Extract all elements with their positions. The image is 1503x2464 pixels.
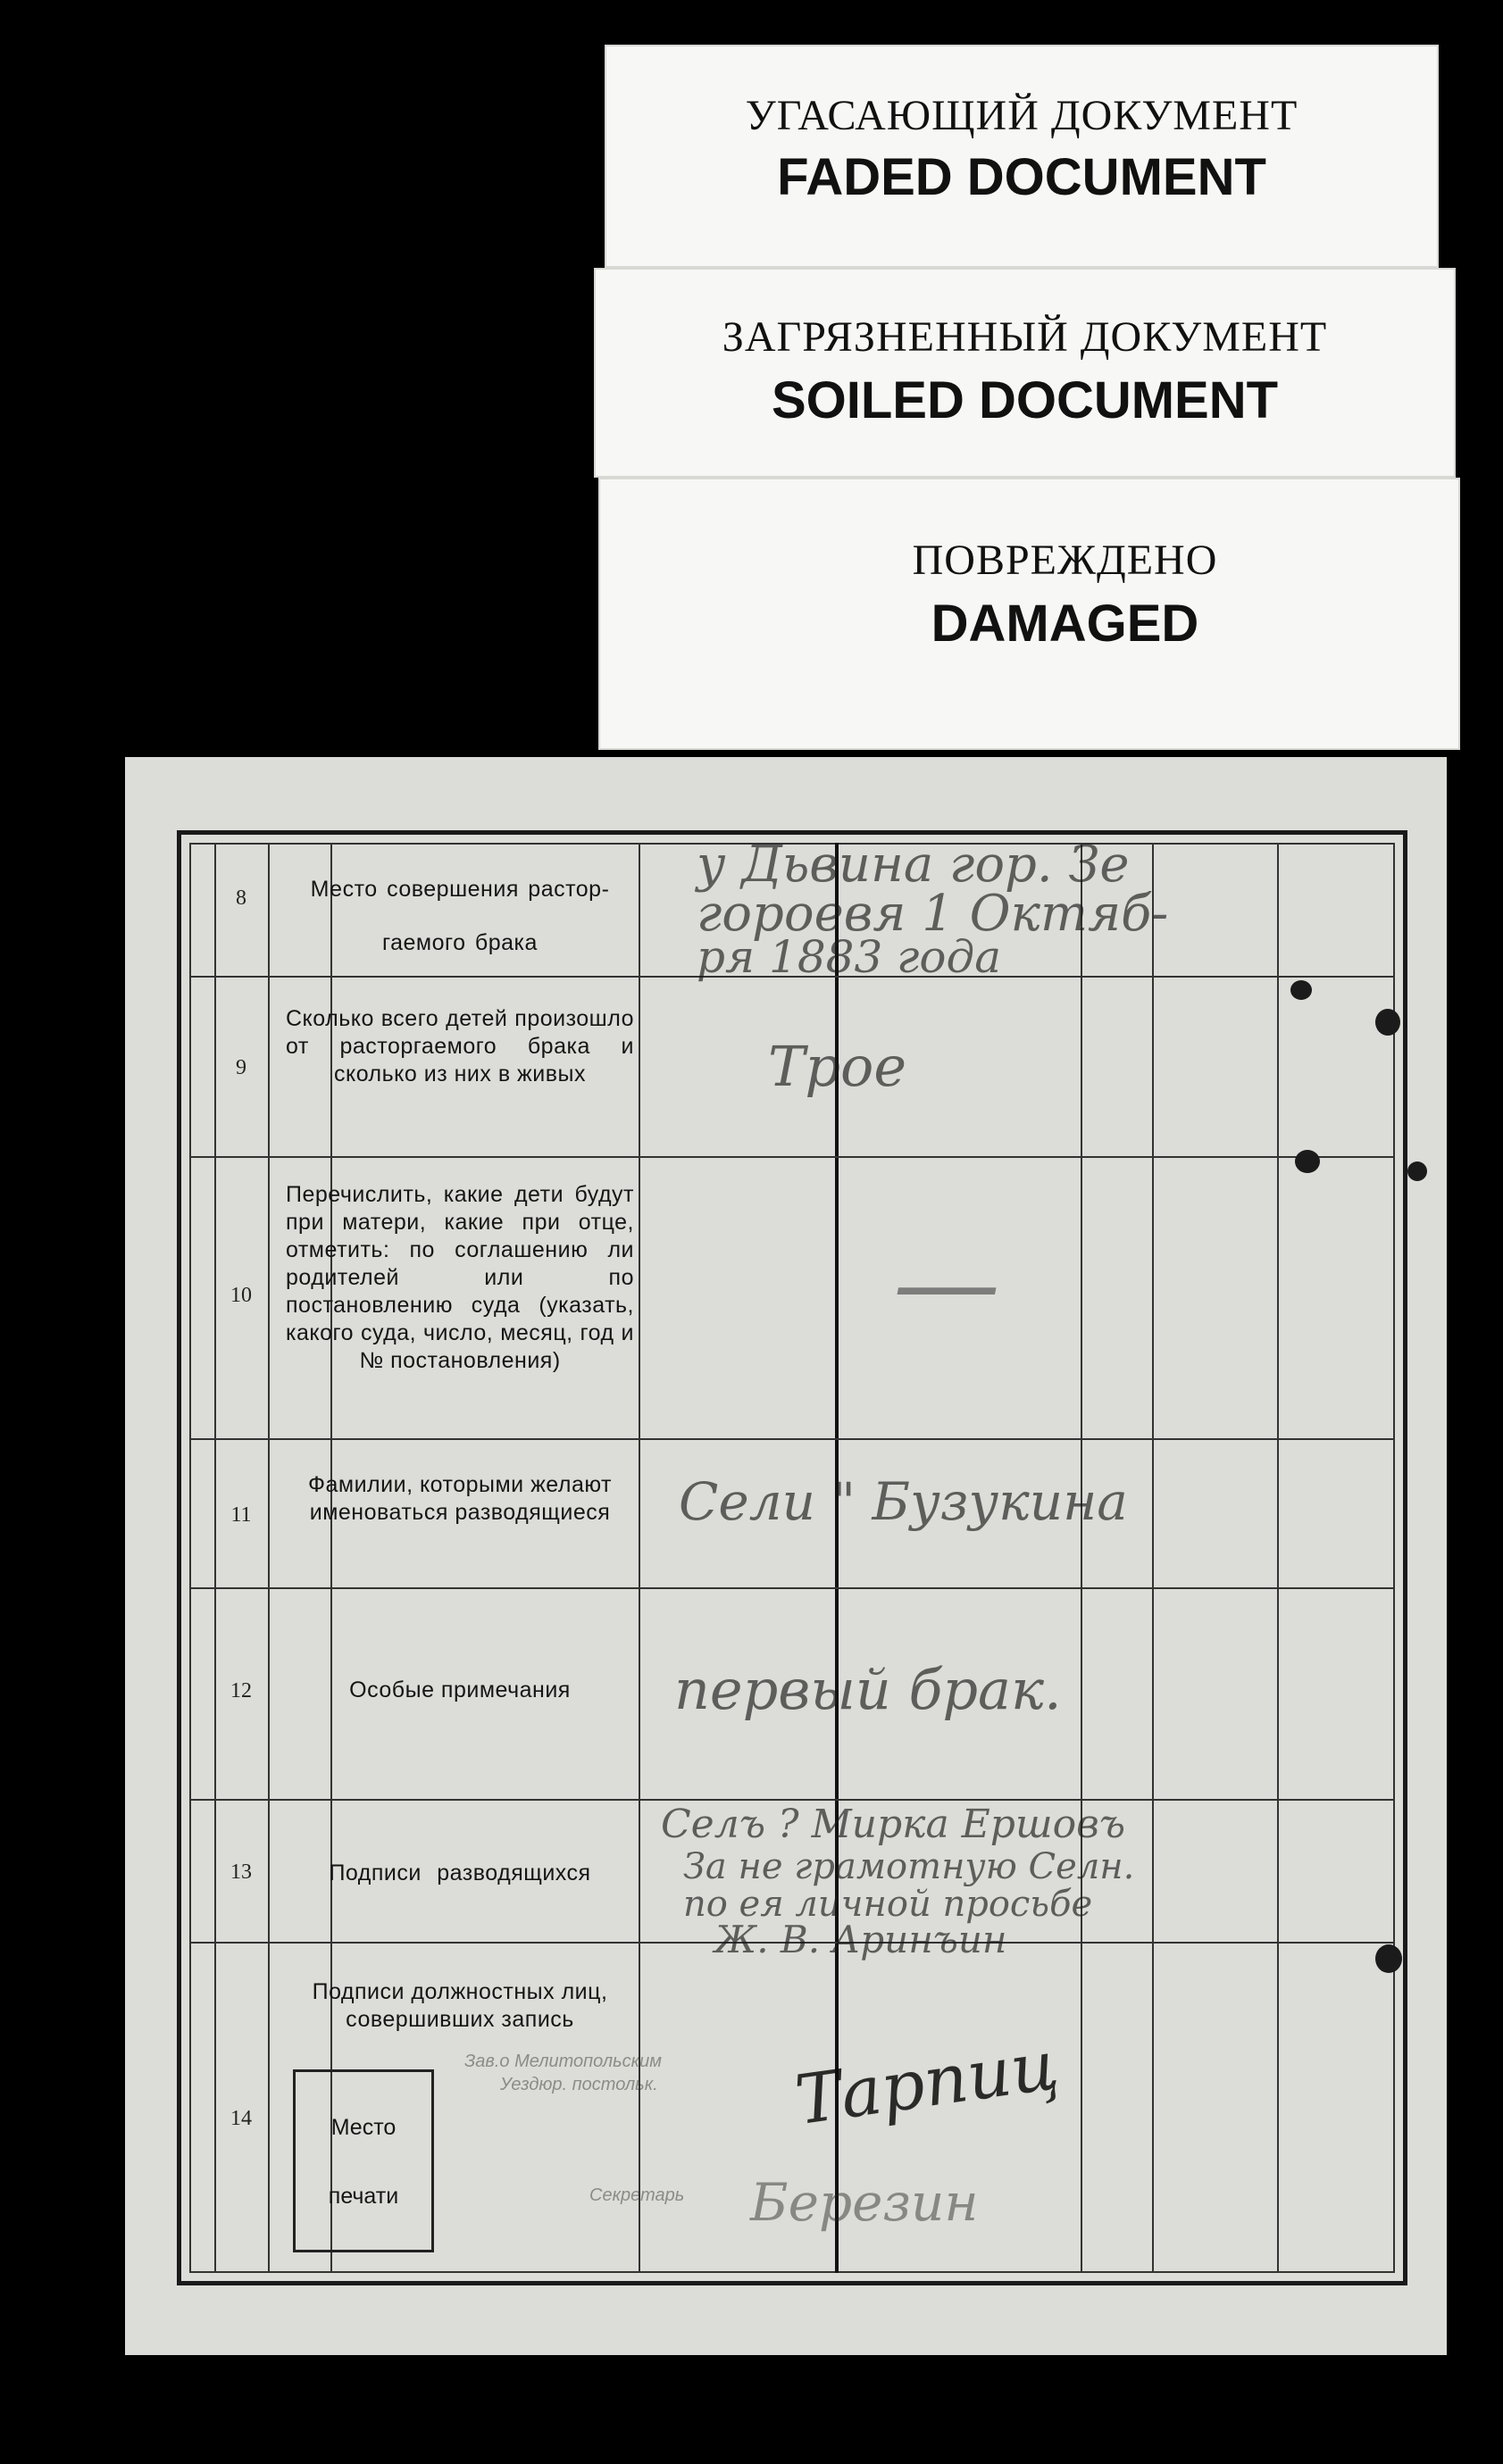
row-rule [189, 1438, 1395, 1440]
row-label: Подписи разводящихся [329, 1860, 591, 1885]
column-rule [1277, 843, 1279, 2273]
damage-hole [1375, 1944, 1402, 1973]
faded-document-notice [605, 45, 1439, 268]
column-rule [1152, 843, 1154, 2273]
row-label: Фамилии, которыми желают именоваться разводящиеся [307, 1472, 613, 1525]
seal-place-box [293, 2069, 434, 2252]
office-stamp-line: Уездюр. постольк. [500, 2075, 658, 2094]
seal-label: Место [330, 2115, 397, 2140]
row-label: Место совершения растор-гаемого брака [310, 877, 610, 955]
notice-text-ru: УГАСАЮЩИЙ ДОКУМЕНТ [745, 92, 1298, 139]
secretary-stamp: Секретарь [589, 2185, 685, 2205]
damage-hole [1375, 1009, 1400, 1036]
handwritten-entry: ря 1883 года [697, 931, 1002, 983]
row-rule [189, 1799, 1395, 1801]
notice-text-en: DAMAGED [931, 595, 1199, 653]
form-sheet [125, 757, 1447, 2355]
soiled-document-notice [594, 268, 1456, 478]
handwritten-entry: Трое [768, 1034, 907, 1099]
seal-label: печати [328, 2184, 399, 2209]
handwritten-entry: За не грамотную Селн. [683, 1846, 1135, 1887]
office-stamp-line: Зав.о Мелитопольским [464, 2052, 662, 2071]
handwritten-entry: Сели " Бузукина [679, 1471, 1128, 1532]
official-signature: Тарпиц [790, 2024, 1064, 2141]
handwritten-entry: у Дьвина гор. Зе [697, 836, 1130, 894]
handwritten-entry: первый брак. [674, 1657, 1062, 1722]
column-rule [1081, 843, 1082, 2273]
notice-text-ru: ЗАГРЯЗНЕННЫЙ ДОКУМЕНТ [722, 313, 1328, 361]
row-number: 10 [230, 1284, 252, 1307]
notice-text-en: SOILED DOCUMENT [771, 371, 1279, 429]
notice-text-ru: ПОВРЕЖДЕНО [912, 537, 1218, 584]
secretary-signature: Березин [750, 2172, 979, 2233]
row-number: 13 [230, 1860, 252, 1884]
row-number: 9 [236, 1056, 246, 1079]
row-number: 12 [230, 1679, 252, 1702]
row-label: Особые примечания [349, 1677, 571, 1702]
damaged-document-notice [598, 478, 1460, 750]
damage-hole [1295, 1150, 1320, 1173]
row-label: Сколько всего детей произошло от расторгаемого брака и сколько из них в живых [286, 1006, 634, 1086]
damage-hole [1407, 1161, 1427, 1181]
column-rule [268, 843, 270, 2273]
handwritten-entry: гороевя 1 Октяб- [697, 885, 1169, 943]
row-number: 11 [230, 1503, 252, 1527]
row-rule [189, 1156, 1395, 1158]
damage-hole [1290, 980, 1312, 1000]
notice-text-en: FADED DOCUMENT [777, 148, 1266, 206]
row-label: Подписи должностных лиц, совершивших запись [312, 1979, 608, 2032]
row-number: 8 [236, 887, 246, 910]
handwritten-entry: Ж. В. Аринъин [714, 1918, 1007, 1961]
handwritten-dash: — [893, 1221, 1000, 1345]
row-number: 14 [230, 2107, 252, 2130]
row-label: Перечислить, какие дети будут при матери, какие при отце, отметить: по соглашению ли родителей или по постановлению суда (указать, какого суда, число, месяц, год и № постановления) [286, 1182, 634, 1373]
row-rule [189, 1587, 1395, 1589]
handwritten-entry: по ея личной просьбе [683, 1884, 1093, 1925]
handwritten-entry: Селъ ? Мирка Ершовъ [661, 1802, 1126, 1847]
